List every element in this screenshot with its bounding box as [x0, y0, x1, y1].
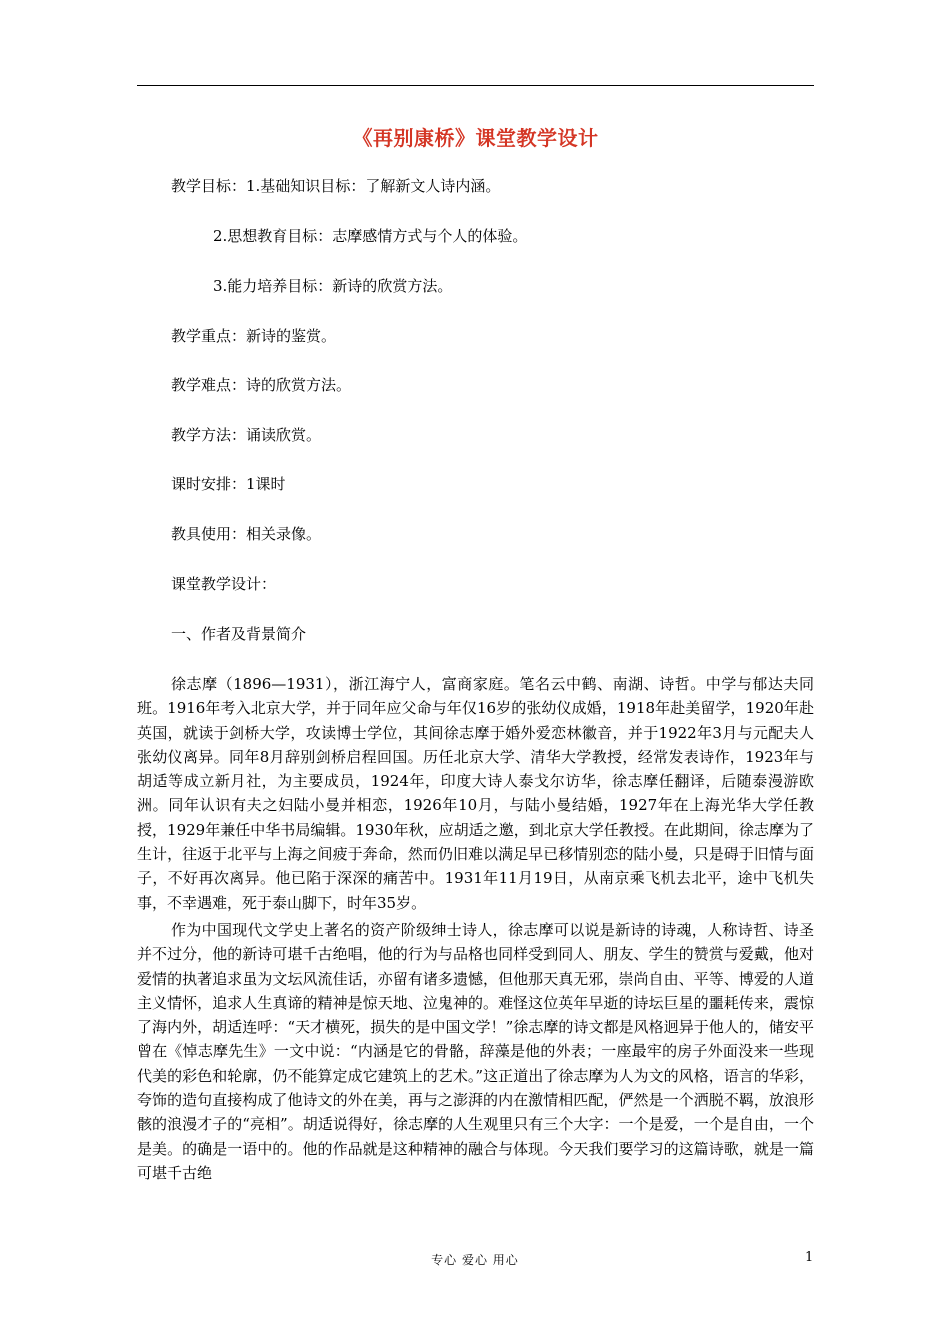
method-line: 教学方法：诵读欣赏。	[171, 426, 322, 444]
header-rule	[137, 85, 814, 86]
biography-paragraph: 徐志摩（1896—1931），浙江海宁人，富商家庭。笔名云中鹤、南湖、诗哲。中学与郁达夫同班。1916年考入北京大学，并于同年应父命与年仅16岁的张幼仪成婚，1918年赴美留学，1920年赴英国，就读于剑桥大学，攻读博士学位，其间徐志摩于婚外爱恋林徽音，并于1922年3月与元配夫人张幼仪离异。同年8月辞别剑桥启程回国。历任北京大学、清华大学教授，经常发表诗作，1923年与胡适等成立新月社，为主要成员，1924年，印度大诗人泰戈尔访华，徐志摩任翻译，后随泰漫游欧洲。同年认识有夫之妇陆小曼并相恋，1926年10月，与陆小曼结婚，1927年在上海光华大学任教授，1929年兼任中华书局编辑。1930年秋，应胡适之邀，到北京大学任教授。在此期间，徐志摩为了生计，往返于北平与上海之间疲于奔命，然而仍旧难以满足早已移情别恋的陆小曼，只是碍于旧情与面子，不好再次离异。他已陷于深深的痛苦中。1931年11月19日，从南京乘飞机去北平，途中飞机失事，不幸遇难，死于泰山脚下，时年35岁。	[137, 675, 814, 912]
page-number: 1	[805, 1250, 814, 1265]
objective-line-3: 3.能力培养目标：新诗的欣赏方法。	[213, 277, 453, 295]
tools-line: 教具使用：相关录像。	[171, 525, 322, 543]
difficulty-line: 教学难点：诗的欣赏方法。	[171, 376, 352, 394]
commentary-paragraph: 作为中国现代文学史上著名的资产阶级绅士诗人，徐志摩可以说是新诗的诗魂，人称诗哲、诗圣并不过分，他的新诗可堪千古绝唱，他的行为与品格也同样受到同人、朋友、学生的赞赏与爱戴，他对爱情的执著追求虽为文坛风流佳话，亦留有诸多遗憾，但他那天真无邪，崇尚自由、平等、博爱的人道主义情怀，追求人生真谛的精神是惊天地、泣鬼神的。难怪这位英年早逝的诗坛巨星的噩耗传来，震惊了海内外，胡适连呼：“天才横死，损失的是中国文学！”徐志摩的诗文都是风格迥异于他人的，储安平曾在《悼志摩先生》一文中说：“内涵是它的骨骼，辞藻是他的外表；一座最牢的房子外面没来一些现代美的彩色和轮廓，仍不能算定成它建筑上的艺术。”这正道出了徐志摩为人为文的风格，语言的华彩，夸饰的造句直接构成了他诗文的外在美，再与之澎湃的内在激情相匹配，俨然是一个洒脱不羁，放浪形骸的浪漫才子的“亮相”。胡适说得好，徐志摩的人生观里只有三个大字：一个是爱，一个是自由，一个是美。的确是一语中的。他的作品就是这种精神的融合与体现。今天我们要学习的这篇诗歌，就是一篇可堪千古绝	[137, 921, 814, 1182]
footer-motto: 专心 爱心 用心	[431, 1253, 519, 1267]
design-heading: 课堂教学设计：	[171, 575, 277, 593]
document-title: 《再别康桥》课堂教学设计	[352, 126, 599, 150]
schedule-line: 课时安排：1课时	[171, 475, 286, 493]
section-heading: 一、作者及背景简介	[171, 625, 307, 643]
objective-line-1: 教学目标：1.基础知识目标：了解新文人诗内涵。	[171, 177, 501, 195]
key-point-line: 教学重点：新诗的鉴赏。	[171, 327, 337, 345]
objective-line-2: 2.思想教育目标：志摩感情方式与个人的体验。	[213, 227, 528, 245]
